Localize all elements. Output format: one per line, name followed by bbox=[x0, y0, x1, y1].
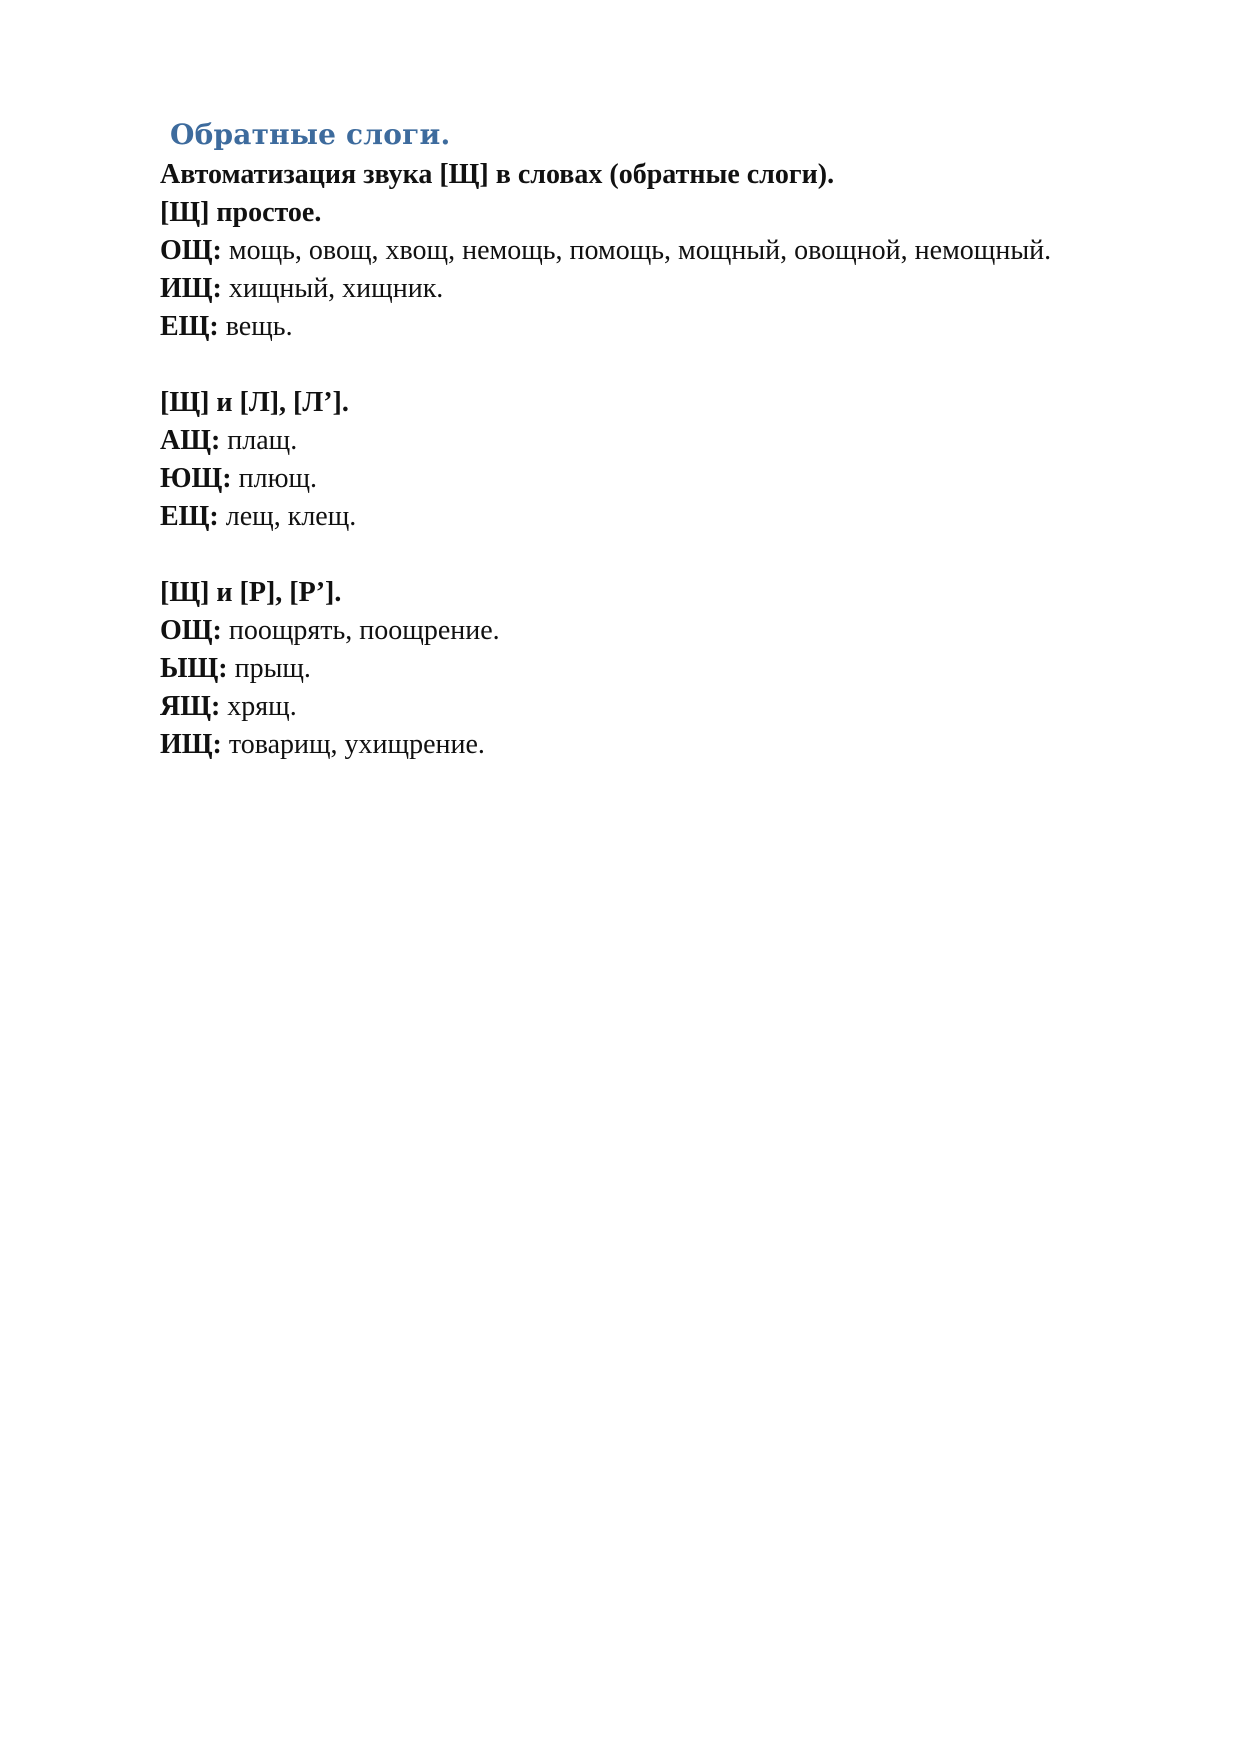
word-list: вещь. bbox=[225, 311, 293, 342]
section-title-l: [Щ] и [Л], [Л’]. bbox=[160, 387, 349, 418]
word-list: прыщ. bbox=[234, 653, 311, 684]
word-list: мощь, овощ, хвощ, немощь, помощь, мощный, овощной, немощный. bbox=[228, 235, 1052, 266]
word-line bbox=[160, 460, 1050, 498]
word-list: поощрять, поощрение. bbox=[228, 615, 500, 646]
section-title-r: [Щ] и [Р], [Р’]. bbox=[160, 577, 342, 608]
blank-line bbox=[160, 536, 1050, 574]
word-list: лещ, клещ. bbox=[225, 501, 357, 532]
word-list: плащ. bbox=[227, 425, 298, 456]
word-line bbox=[160, 498, 1050, 536]
word-line bbox=[160, 308, 1050, 346]
syllable-label: АЩ: bbox=[160, 425, 221, 456]
word-line bbox=[160, 232, 1050, 270]
syllable-label: ИЩ: bbox=[160, 729, 222, 760]
syllable-label: ИЩ: bbox=[160, 273, 222, 304]
document-subtitle: Автоматизация звука [Щ] в словах (обратные слоги). bbox=[160, 159, 835, 190]
word-line bbox=[160, 650, 1050, 688]
document-text-block bbox=[160, 114, 1050, 764]
blank-line bbox=[160, 346, 1050, 384]
word-line bbox=[160, 612, 1050, 650]
word-list: плющ. bbox=[238, 463, 318, 494]
page-title: Обратные слоги. bbox=[170, 118, 451, 151]
syllable-label: ЯЩ: bbox=[160, 691, 221, 722]
word-line bbox=[160, 688, 1050, 726]
word-line bbox=[160, 270, 1050, 308]
word-list: хрящ. bbox=[227, 691, 297, 722]
syllable-label: ЫЩ: bbox=[160, 653, 228, 684]
syllable-label: ЮЩ: bbox=[160, 463, 232, 494]
syllable-label: ЕЩ: bbox=[160, 501, 219, 532]
syllable-label: ОЩ: bbox=[160, 235, 222, 266]
word-list: товарищ, ухищрение. bbox=[228, 729, 485, 760]
word-list: хищный, хищник. bbox=[228, 273, 444, 304]
section-title-simple: [Щ] простое. bbox=[160, 197, 322, 228]
word-line bbox=[160, 726, 1050, 764]
syllable-label: ОЩ: bbox=[160, 615, 222, 646]
syllable-label: ЕЩ: bbox=[160, 311, 219, 342]
word-line bbox=[160, 422, 1050, 460]
